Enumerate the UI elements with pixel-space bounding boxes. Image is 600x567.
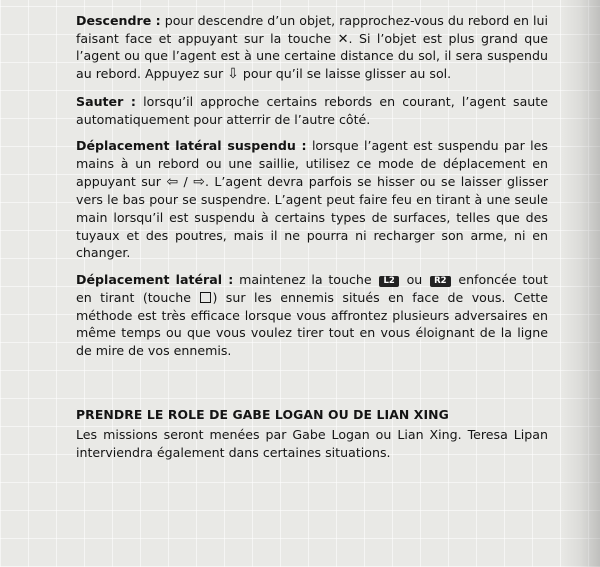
cross-button-icon: ✕ [337,31,349,47]
heading-sauter: Sauter : [76,93,136,109]
heading-deplacement-lateral: Déplacement latéral : [76,272,234,288]
descendre-text-b: . Si l’objet est plus grand que l’agent ou que l’agent est à une certaine distance du sol, il sera suspendu au rebord. Appuyez sur [76,30,548,82]
deplacement-suspendu-text-b: . L’agent devra parfois se hisser ou se laisser glisser vers le bas pour se suspendre. L’agent peut faire feu en tirant à une seule main lorsqu’il est suspendu à certains types de surfaces, telles que des tuyaux et des poutres, mais il ne pourra ni recharger son arme, ni en changer. [76,173,549,261]
section-title: PRENDRE LE ROLE DE GABE LOGAN OU DE LIAN XING [76,406,449,422]
r2-button-icon: R2 [430,276,450,287]
slash-separator: / [183,173,188,189]
descendre-text-c: pour qu’il se laisse glisser au sol. [242,66,452,82]
heading-deplacement-suspendu: Déplacement latéral suspendu : [76,138,307,154]
deplacement-lateral-text-c: ) sur les ennemis situés en face de vous. Cette méthode est très efficace lorsque vous affrontez plusieurs adversaires en même temps ou que vous voulez tirer tout en vous éloignant de la ligne de mire de vos ennemis. [76,289,548,358]
paragraph-descendre [76,12,548,84]
paragraph-deplacement-suspendu [76,137,548,262]
deplacement-lateral-text-a: maintenez la touche [239,272,372,288]
or-text: ou [406,272,423,288]
descendre-text-a: pour descendre d’un objet, rapprochez-vous du rebord en lui faisant face et appuyant sur la touche [76,13,548,46]
square-button-icon [200,292,211,303]
paragraph-deplacement-lateral [76,271,548,360]
arrow-down-icon: ⇩ [227,66,239,83]
heading-descendre: Descendre : [76,13,161,28]
manual-page [76,12,548,471]
deplacement-suspendu-text-a: lorsque l’agent est suspendu par les mains à un rebord ou une saillie, utilisez ce mode de déplacement en appuyant sur [76,138,548,189]
arrow-left-icon: ⇦ [166,173,179,190]
deplacement-lateral-text-b: enfoncée tout en tirant (touche [76,272,548,305]
arrow-right-icon: ⇨ [193,173,205,190]
section-paragraph: Les missions seront menées par Gabe Logan ou Lian Xing. Teresa Lipan interviendra également dans certaines situations. [76,427,548,461]
sauter-text: lorsqu’il approche certains rebords en courant, l’agent saute automatiquement pour atterrir de l’autre côté. [76,93,548,127]
paragraph-sauter [76,93,548,128]
l2-button-icon: L2 [379,276,398,287]
